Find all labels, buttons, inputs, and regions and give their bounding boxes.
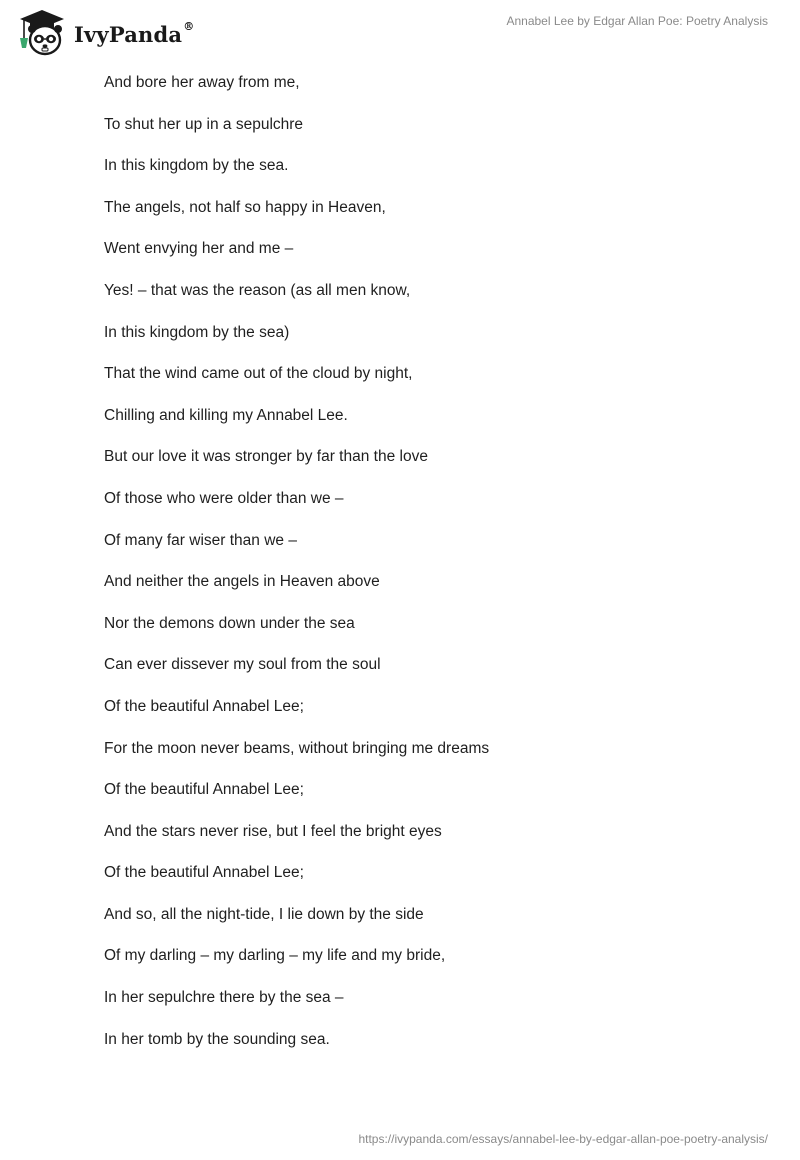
poem-line: In this kingdom by the sea. — [104, 157, 289, 175]
poem-line: Of many far wiser than we – — [104, 531, 297, 549]
poem-line: And the stars never rise, but I feel the bright eyes — [104, 822, 442, 840]
poem-line: Of the beautiful Annabel Lee; — [104, 781, 304, 799]
poem-line: And bore her away from me, — [104, 74, 300, 91]
poem-line: Of the beautiful Annabel Lee; — [104, 864, 304, 882]
brand-name: IvyPanda® — [74, 19, 195, 47]
poem-line: But our love it was stronger by far than the love — [104, 448, 428, 466]
poem-line: Can ever dissever my soul from the soul — [104, 656, 381, 674]
poem-line: Went envying her and me – — [104, 240, 294, 258]
poem-line: In her tomb by the sounding sea. — [104, 1030, 330, 1048]
poem-line: Chilling and killing my Annabel Lee. — [104, 406, 348, 424]
poem-text — [104, 62, 764, 1060]
page-header — [0, 0, 800, 64]
registered-mark: ® — [183, 19, 195, 33]
poem-line: Of my darling – my darling – my life and my bride, — [104, 947, 446, 965]
source-url[interactable]: https://ivypanda.com/essays/annabel-lee-by-edgar-allan-poe-poetry-analysis/ — [358, 1132, 768, 1146]
brand-logo[interactable] — [14, 8, 194, 58]
poem-line: And neither the angels in Heaven above — [104, 573, 380, 591]
poem-line: Nor the demons down under the sea — [104, 614, 355, 632]
poem-line: For the moon never beams, without bringing me dreams — [104, 739, 490, 757]
poem-line: In her sepulchre there by the sea – — [104, 989, 344, 1007]
poem-line: Yes! – that was the reason (as all men know, — [104, 281, 411, 299]
poem-line: To shut her up in a sepulchre — [104, 115, 304, 133]
poem-line: And so, all the night-tide, I lie down by the side — [104, 905, 424, 923]
poem-line: That the wind came out of the cloud by night, — [104, 365, 413, 383]
document-title: Annabel Lee by Edgar Allan Poe: Poetry Analysis — [506, 14, 768, 28]
poem-line: In this kingdom by the sea) — [104, 323, 290, 341]
poem-line: The angels, not half so happy in Heaven, — [104, 198, 386, 216]
panda-graduate-icon — [14, 8, 70, 58]
poem-line: Of those who were older than we – — [104, 489, 344, 507]
poem-line: Of the beautiful Annabel Lee; — [104, 697, 304, 715]
